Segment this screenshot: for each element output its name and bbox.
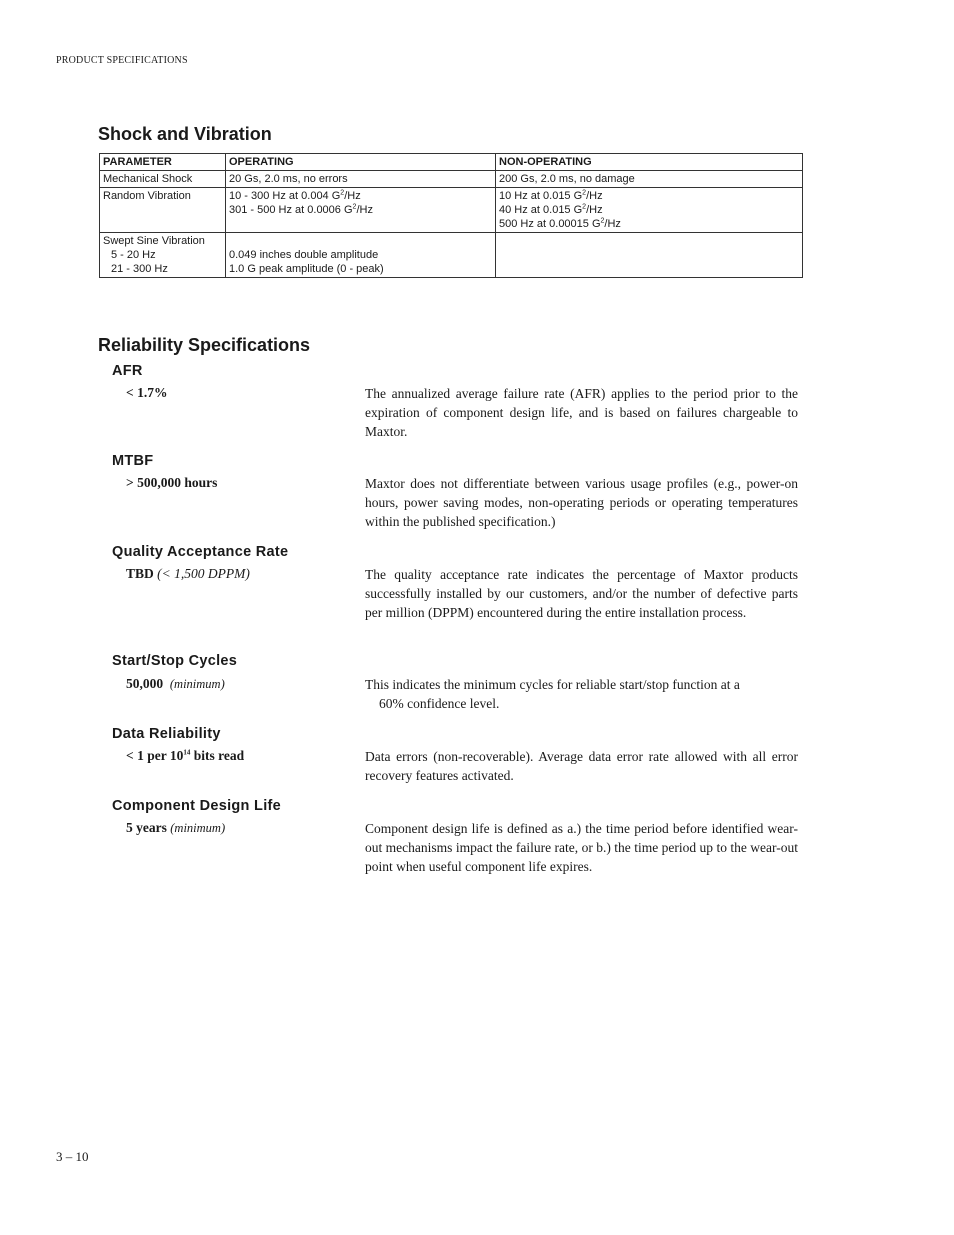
heading-data-reliability: Data Reliability xyxy=(112,726,221,742)
desc-quality-acceptance-rate: The quality acceptance rate indicates the percentage of Maxtor products successfully installed by our customers, and/or the number of defective parts per million (DPPM) encountered during the entire installation process. xyxy=(365,567,798,620)
section-title-reliability: Reliability Specifications xyxy=(98,335,311,355)
table-header-row xyxy=(100,154,803,171)
cell-parameter: Random Vibration xyxy=(100,188,226,233)
cell-operating: 0.049 inches double amplitude 1.0 G peak amplitude (0 - peak) xyxy=(226,233,496,278)
cell-operating: 20 Gs, 2.0 ms, no errors xyxy=(226,171,496,188)
shock-vibration-table xyxy=(99,153,803,278)
header-non-operating: NON-OPERATING xyxy=(496,154,803,171)
value-afr: < 1.7% xyxy=(126,385,168,400)
running-head: PRODUCT SPECIFICATIONS xyxy=(56,55,188,66)
cell-non-operating xyxy=(496,233,803,278)
desc-data-reliability: Data errors (non-recoverable). Average data error rate allowed with all error recovery features activated. xyxy=(365,749,798,783)
desc-afr: The annualized average failure rate (AFR) applies to the period prior to the expiration of component design life, and is based on failures chargeable to Maxtor. xyxy=(365,386,798,439)
cell-parameter: Mechanical Shock xyxy=(100,171,226,188)
cell-non-operating: 10 Hz at 0.015 $G^2/Hz$ 40 Hz at 0.015 $G^2/Hz$ 500 Hz at 0.00015 $G^2/Hz$ xyxy=(496,188,803,233)
heading-start-stop-cycles: Start/Stop Cycles xyxy=(112,653,238,669)
table-row xyxy=(100,188,803,233)
value-data-reliability: < 1 per $10^{14}$ bits read xyxy=(126,748,245,763)
value-mtbf: > 500,000 hours xyxy=(126,475,218,490)
heading-mtbf: MTBF xyxy=(112,453,154,469)
value-quality-acceptance-rate: TBD (< 1,500 DPPM) xyxy=(126,566,250,581)
desc-mtbf: Maxtor does not differentiate between various usage profiles (e.g., power-on hours, power saving modes, non-operating periods or operating temperatures within the published specification.) xyxy=(365,476,798,529)
heading-component-design-life: Component Design Life xyxy=(112,798,282,814)
header-parameter: PARAMETER xyxy=(100,154,226,171)
table-row xyxy=(100,171,803,188)
value-component-design-life: 5 years (minimum) xyxy=(126,820,226,835)
table-row xyxy=(100,233,803,278)
desc-component-design-life: Component design life is defined as a.) the time period before identified wear-out mechanisms impact the failure rate, or b.) the time period up to the wear-out point when useful component life expires. xyxy=(365,821,798,874)
header-operating: OPERATING xyxy=(226,154,496,171)
cell-non-operating: 200 Gs, 2.0 ms, no damage xyxy=(496,171,803,188)
heading-quality-acceptance-rate: Quality Acceptance Rate xyxy=(112,544,289,560)
desc-start-stop-cycles: This indicates the minimum cycles for reliable start/stop function at a 60% confidence level. xyxy=(365,677,740,711)
heading-afr: AFR xyxy=(112,363,143,379)
section-title-shock: Shock and Vibration xyxy=(98,124,272,144)
cell-parameter: Swept Sine Vibration 5 - 20 Hz 21 - 300 Hz xyxy=(100,233,226,278)
value-start-stop-cycles: 50,000 (minimum) xyxy=(126,676,225,691)
cell-operating: 10 - 300 Hz at 0.004 $G^2/Hz$ 301 - 500 Hz at 0.0006 $G^2/Hz$ xyxy=(226,188,496,233)
page-number: 3 – 10 xyxy=(56,1149,89,1164)
